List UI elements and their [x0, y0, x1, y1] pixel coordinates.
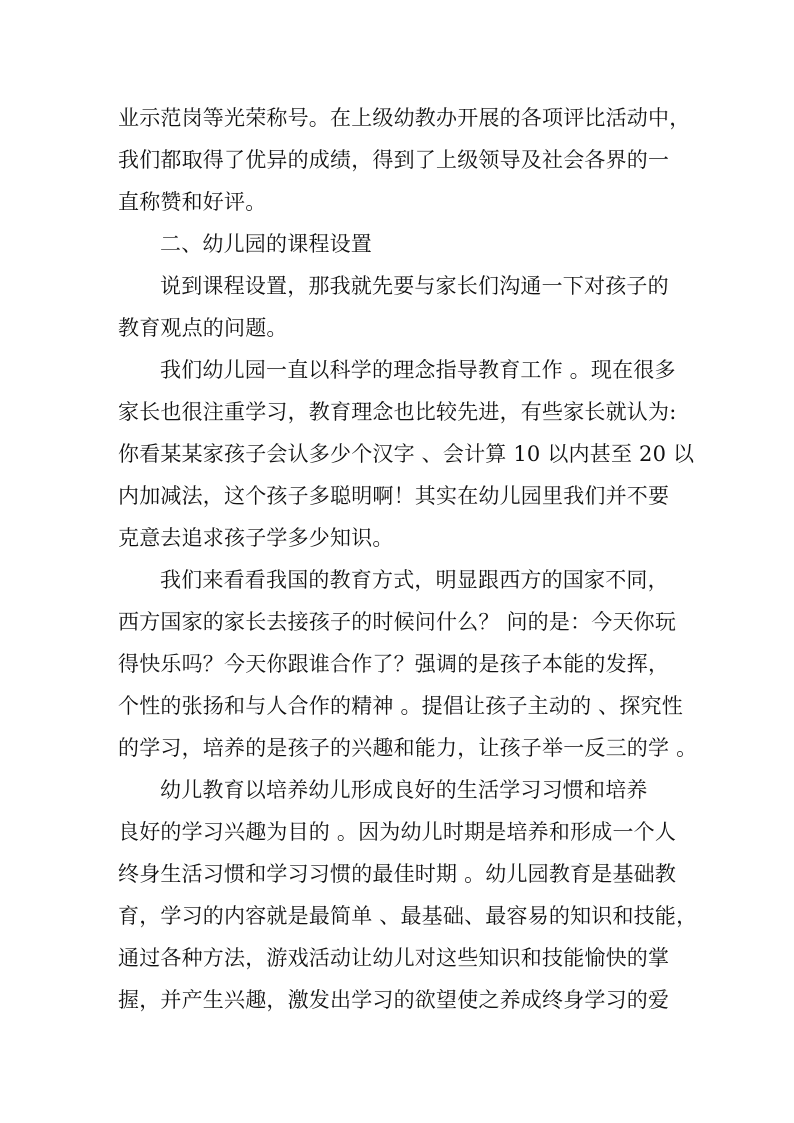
text-line: 我们都取得了优异的成绩，得到了上级领导及社会各界的一 [118, 148, 670, 172]
section-heading: 二、幼儿园的课程设置 [160, 232, 372, 256]
text-line: 业示范岗等光荣称号。在上级幼教办开展的各项评比活动中， [118, 106, 691, 130]
text-line: 良好的学习兴趣为目的 。因为幼儿时期是培养和形成一个人 [118, 820, 677, 844]
text-line: 得快乐吗？今天你跟谁合作了？强调的是孩子本能的发挥， [118, 652, 670, 676]
text-line: 握，并产生兴趣，激发出学习的欲望使之养成终身学习的爱 [118, 988, 670, 1012]
text-line: 终身生活习惯和学习习惯的最佳时期 。幼儿园教育是基础教 [118, 862, 677, 886]
text-line: 家长也很注重学习，教育理念也比较先进，有些家长就认为: [118, 400, 677, 424]
paragraph-first-line: 说到课程设置，那我就先要与家长们沟通一下对孩子的 [160, 274, 669, 298]
text-line: 直称赞和好评。 [118, 190, 267, 214]
text-line: 教育观点的问题。 [118, 316, 288, 340]
text-line: 的学习，培养的是孩子的兴趣和能力，让孩子举一反三的学 。 [118, 736, 698, 760]
text-line: 个性的张扬和与人合作的精神 。提倡让孩子主动的 、探究性 [118, 694, 683, 718]
text-line: 克意去追求孩子学多少知识。 [118, 526, 394, 550]
text-line: 内加减法，这个孩子多聪明啊！其实在幼儿园里我们并不要 [118, 484, 670, 508]
paragraph-first-line: 我们幼儿园一直以科学的理念指导教育工作 。现在很多 [160, 358, 676, 382]
paragraph-first-line: 幼儿教育以培养幼儿形成良好的生活学习习惯和培养 [160, 778, 648, 802]
paragraph-first-line: 我们来看看我国的教育方式，明显跟西方的国家不同， [160, 568, 669, 592]
text-line: 通过各种方法，游戏活动让幼儿对这些知识和技能愉快的掌 [118, 946, 670, 970]
text-line: 育，学习的内容就是最简单 、最基础、最容易的知识和技能， [118, 904, 698, 928]
text-line: 你看某某家孩子会认多少个汉字 、会计算 10 以内甚至 20 以 [118, 442, 695, 466]
text-line: 西方国家的家长去接孩子的时候问什么？ 问的是：今天你玩 [118, 610, 677, 634]
